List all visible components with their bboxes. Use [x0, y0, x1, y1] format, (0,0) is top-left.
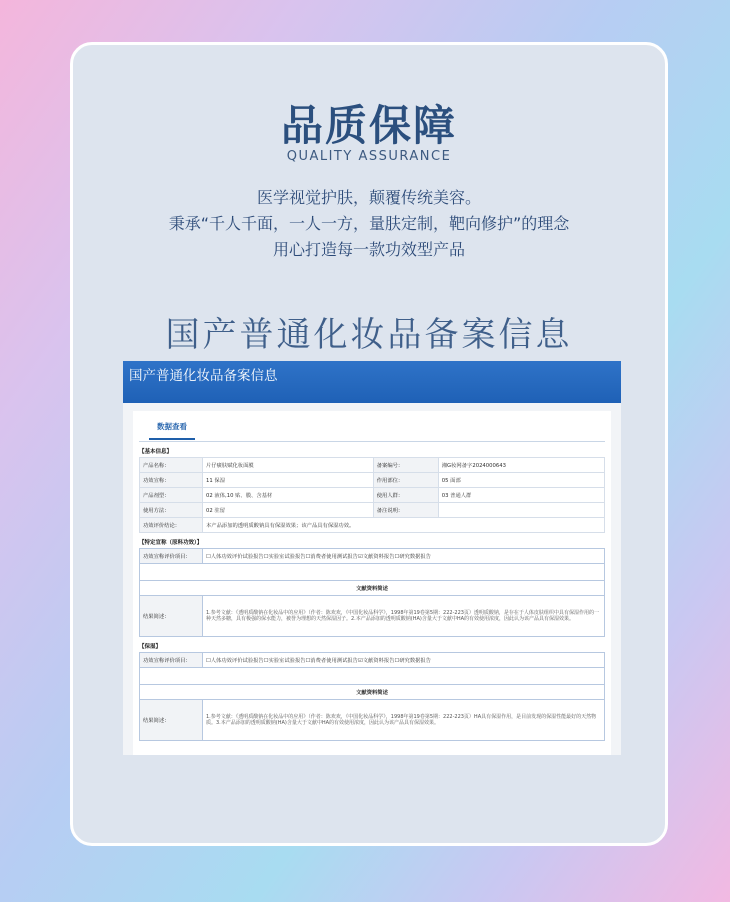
record-no-label: 备案编号：: [373, 458, 438, 473]
table-row: [140, 503, 605, 518]
content-card: [70, 42, 668, 846]
tab-data-view[interactable]: 数据查看: [149, 421, 195, 440]
product-name-label: 产品名称：: [140, 458, 203, 473]
basic-info-heading: 【基本信息】: [139, 449, 173, 455]
remark-label: 备注说明：: [373, 503, 438, 518]
record-no-value: 湘G妆网备字2024000643: [438, 458, 604, 473]
intro-text: [73, 185, 665, 263]
intro-line-2: 秉承“千人千面，一人一方，量肤定制，靶向修护”的理念: [168, 214, 570, 233]
method-label: 使用方法：: [140, 503, 203, 518]
result-text: 1.参考文献：《透明质酸钠在化妆品中的应用》（作者：陈欢欢，《中国化妆品科学》，1998年第19卷第5期：222-223页）透明质酸钠，是存在于人体皮肤组织中具有保湿作用的一种天然多糖，具有极强的保水能力，被誉为理想的天然保湿因子。2.本产品添加的透明质酸钠(HA)含量大于文献中HA的有效使用浓度，因此认为该产品具有保湿效果。: [206, 609, 599, 622]
record-screenshot: [123, 361, 621, 755]
table-row: [140, 581, 605, 596]
record-body: [123, 403, 621, 755]
special-claim-heading: 【特定宣称（原料功效）】: [139, 540, 203, 546]
table-row: [140, 564, 605, 581]
moisture-table: [139, 652, 605, 741]
empty-row: [140, 668, 605, 685]
efficacy-label: 功效宣称：: [140, 473, 203, 488]
table-row: [140, 700, 605, 741]
moisture-heading: 【保湿】: [139, 644, 162, 650]
page-title: 品质保障: [280, 101, 457, 150]
result-text-2: 1.参考文献：《透明质酸钠在化妆品中的应用》（作者：陈欢欢，《中国化妆品科学》，1998年第19卷第5期：222-223页）HA具有保湿作用，是目前发现的保湿性能最好的天然物质。3.本产品添加的透明质酸钠(HA)含量大于文献中HA的有效使用浓度，因此认为该产品具有保湿效果。: [206, 713, 597, 726]
literature-heading: 文献资料简述: [140, 581, 605, 596]
basic-info-table: [139, 457, 605, 533]
table-row: [140, 518, 605, 533]
dosage-value: 02 液体,10 贴、膜、含基材: [203, 488, 374, 503]
special-claim-table: [139, 548, 605, 637]
literature-heading-2: 文献资料简述: [140, 685, 605, 700]
table-row: [140, 549, 605, 564]
remark-value: [438, 503, 604, 518]
area-label: 作用部位：: [373, 473, 438, 488]
table-row: [140, 653, 605, 668]
intro-line-1: 医学视觉护肤，颠覆传统美容。: [256, 188, 481, 207]
conclusion-value: 本产品添加的透明质酸钠具有保湿效果；该产品具有保湿功效。: [203, 518, 605, 533]
table-row: [140, 685, 605, 700]
users-value: 03 普通人群: [438, 488, 604, 503]
eval-items-checkboxes-2: ☐人体功效评价试验报告☐实验室试验报告☐消费者使用测试报告☑文献资料报告☐研究数据报告: [203, 653, 605, 668]
area-value: 05 面部: [438, 473, 604, 488]
dosage-label: 产品剂型：: [140, 488, 203, 503]
table-row: [140, 668, 605, 685]
result-label: 结果简述：: [140, 596, 203, 637]
conclusion-label: 功效评价结论：: [140, 518, 203, 533]
record-banner: 国产普通化妆品备案信息: [123, 361, 621, 403]
intro-line-3: 用心打造每一款功效型产品: [272, 240, 465, 259]
eval-items-label: 功效宣称评价项目：: [140, 549, 203, 564]
record-panel: [133, 411, 611, 755]
eval-items-checkboxes: ☐人体功效评价试验报告☐实验室试验报告☐消费者使用测试报告☑文献资料报告☐研究数据报告: [203, 549, 605, 564]
eval-items-label-2: 功效宣称评价项目：: [140, 653, 203, 668]
page-subtitle: QUALITY ASSURANCE: [286, 149, 452, 164]
table-row: [140, 473, 605, 488]
users-label: 使用人群：: [373, 488, 438, 503]
table-row: [140, 596, 605, 637]
efficacy-value: 11 保湿: [203, 473, 374, 488]
section-title: 国产普通化妆品备案信息: [165, 315, 573, 355]
record-tabbar: [139, 411, 605, 442]
result-label-2: 结果简述：: [140, 700, 203, 741]
method-value: 02 驻留: [203, 503, 374, 518]
empty-row: [140, 564, 605, 581]
table-row: [140, 458, 605, 473]
table-row: [140, 488, 605, 503]
product-name-value: 片仔癀肤赋化妆面膜: [203, 458, 374, 473]
